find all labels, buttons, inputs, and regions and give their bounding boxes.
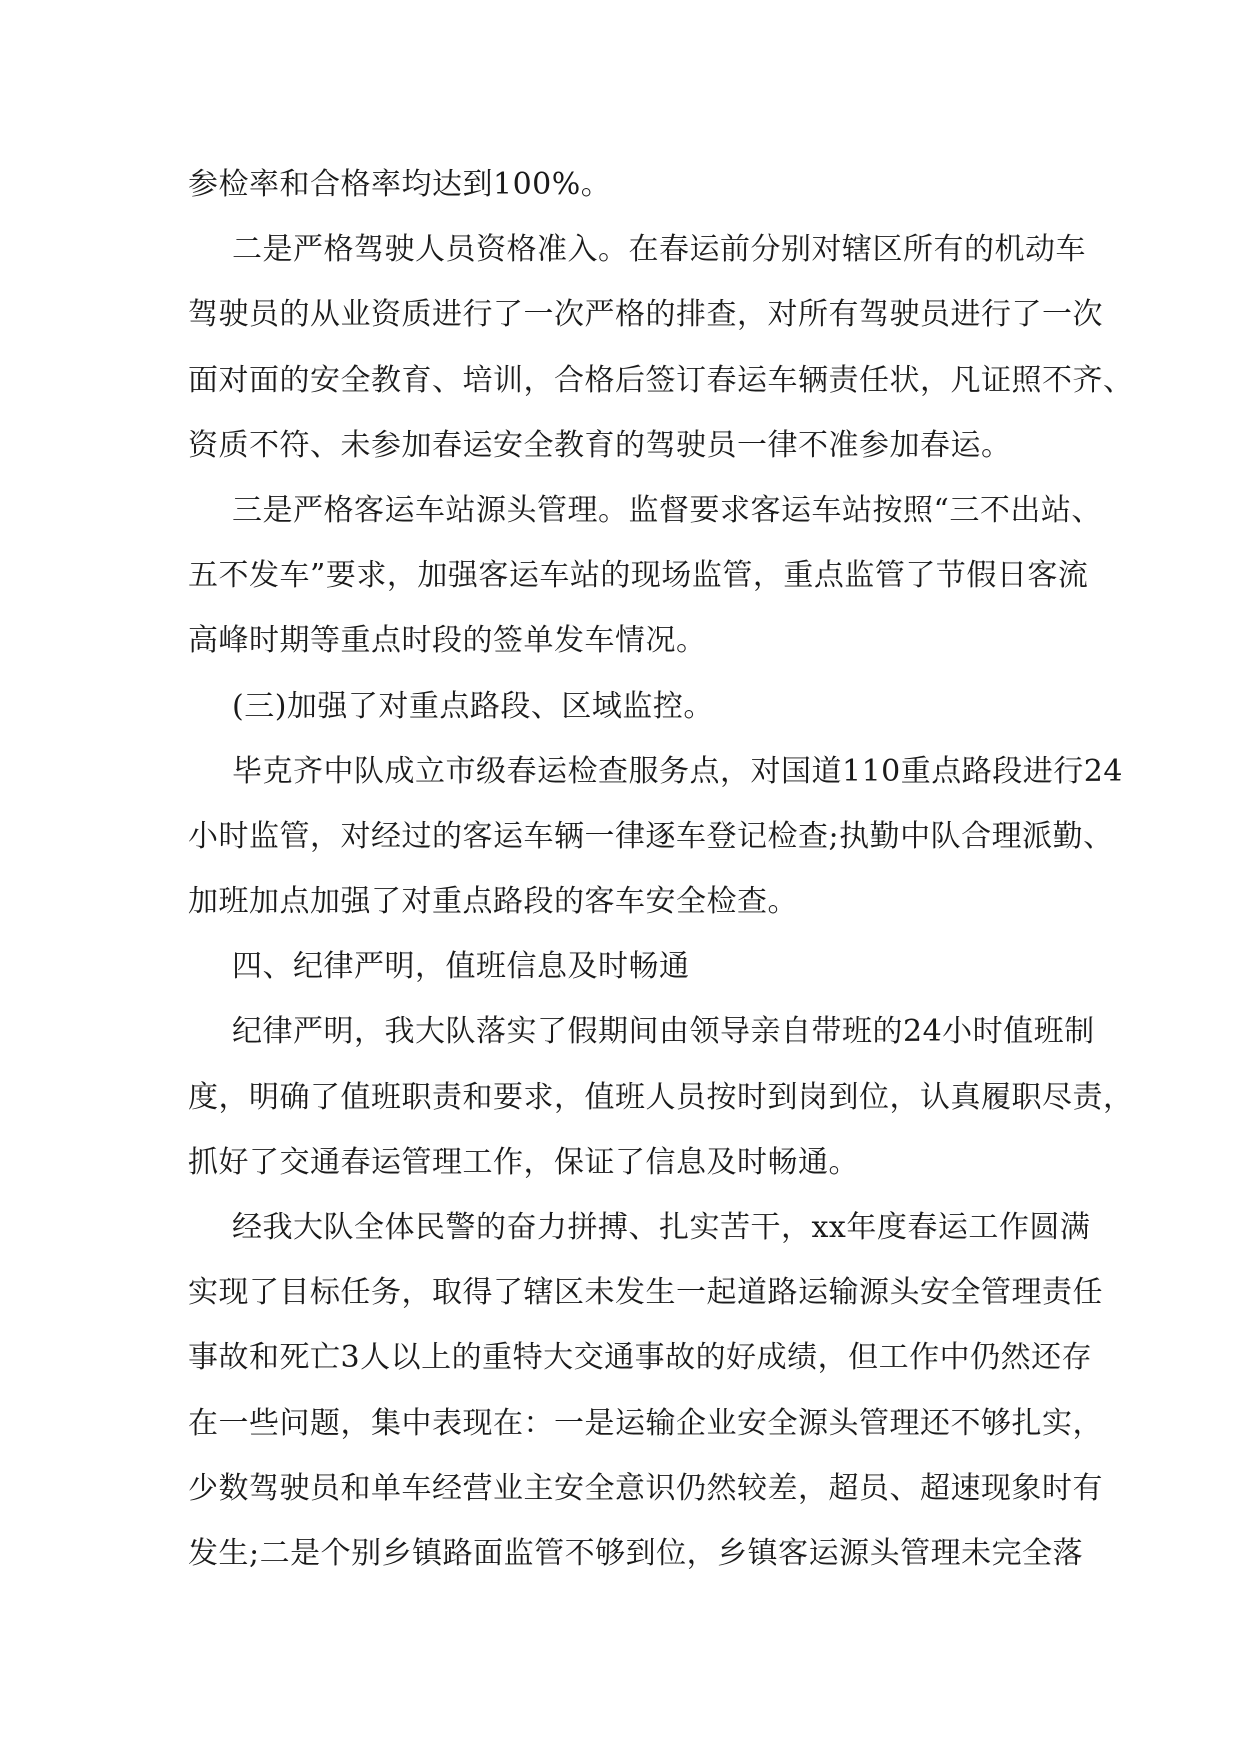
- text-line: 高峰时期等重点时段的签单发车情况。: [188, 623, 707, 659]
- text-line: 纪律严明，我大队落实了假期间由领导亲自带班的24小时值班制: [232, 1014, 1095, 1050]
- text-line: 发生;二是个别乡镇路面监管不够到位，乡镇客运源头管理未完全落: [188, 1535, 1084, 1571]
- text-line: 少数驾驶员和单车经营业主安全意识仍然较差，超员、超速现象时有: [188, 1470, 1103, 1506]
- text-line: 参检率和合格率均达到100%。: [188, 167, 612, 202]
- text-line: 经我大队全体民警的奋力拼搏、扎实苦干，xx年度春运工作圆满: [232, 1210, 1091, 1245]
- text-line: 四、纪律严明，值班信息及时畅通: [232, 949, 690, 985]
- text-line: 五不发车”要求，加强客运车站的现场监管，重点监管了节假日客流: [188, 558, 1089, 594]
- text-line: 在一些问题，集中表现在：一是运输企业安全源头管理还不够扎实，: [188, 1405, 1103, 1441]
- text-line: 面对面的安全教育、培训，合格后签订春运车辆责任状，凡证照不齐、: [188, 362, 1134, 398]
- text-line: (三)加强了对重点路段、区域监控。: [232, 688, 714, 724]
- document-body: [188, 152, 1134, 1586]
- text-line: 度，明确了值班职责和要求，值班人员按时到岗到位，认真履职尽责，: [188, 1079, 1134, 1115]
- text-line: 资质不符、未参加春运安全教育的驾驶员一律不准参加春运。: [188, 427, 1012, 463]
- text-line: 二是严格驾驶人员资格准入。在春运前分别对辖区所有的机动车: [232, 232, 1086, 268]
- text-line: 毕克齐中队成立市级春运检查服务点，对国道110重点路段进行24: [232, 753, 1123, 789]
- text-line: 加班加点加强了对重点路段的客车安全检查。: [188, 884, 798, 920]
- text-line: 抓好了交通春运管理工作，保证了信息及时畅通。: [188, 1144, 859, 1180]
- text-line: 实现了目标任务，取得了辖区未发生一起道路运输源头安全管理责任: [188, 1275, 1103, 1311]
- text-line: 小时监管，对经过的客运车辆一律逐车登记检查;执勤中队合理派勤、: [188, 818, 1114, 854]
- text-line: 事故和死亡3人以上的重特大交通事故的好成绩，但工作中仍然还存: [188, 1340, 1093, 1376]
- text-line: 驾驶员的从业资质进行了一次严格的排查，对所有驾驶员进行了一次: [188, 297, 1103, 333]
- text-line: 三是严格客运车站源头管理。监督要求客运车站按照“三不出站、: [232, 492, 1102, 528]
